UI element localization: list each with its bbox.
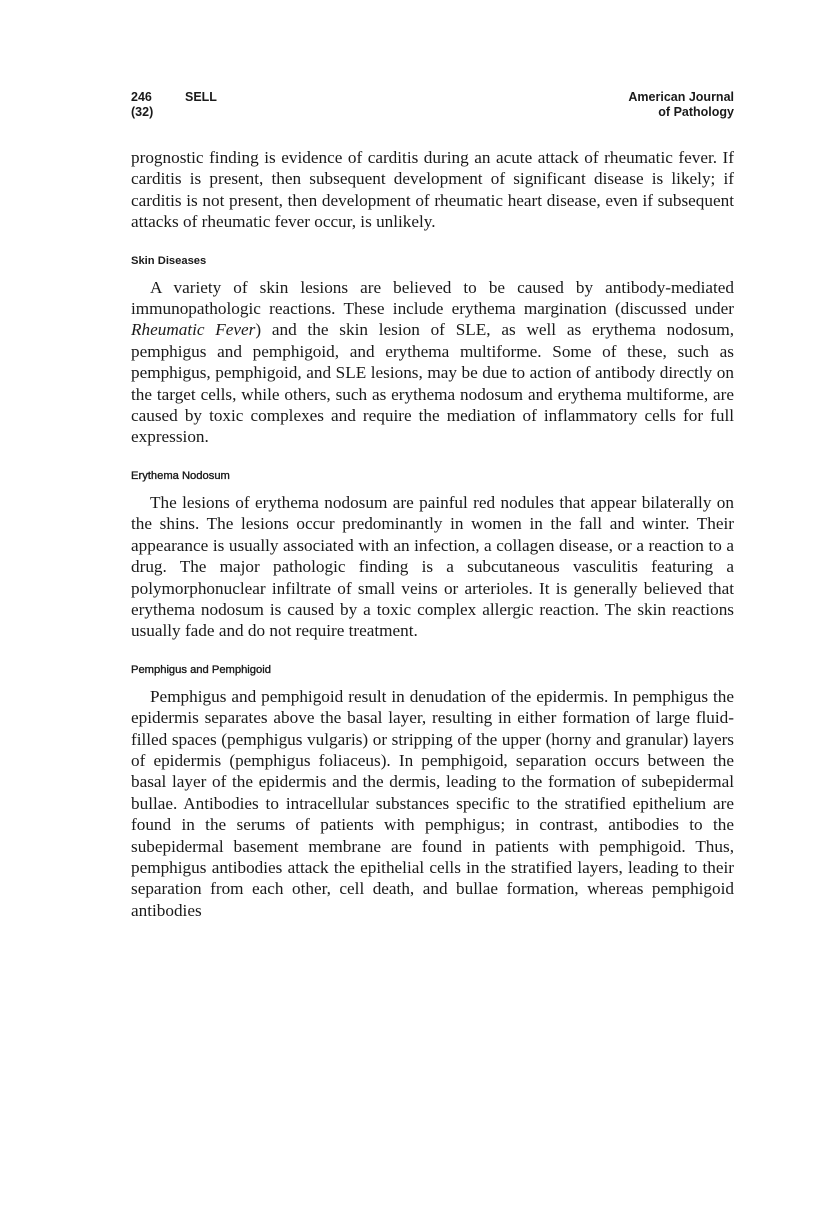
header-left (131, 90, 217, 119)
heading-pemphigus-pemphigoid: Pemphigus and Pemphigoid (131, 663, 271, 676)
paragraph-skin-lesions-part1: A variety of skin lesions are believed to be caused by antibody-mediated immunopathologic reactions. These include erythema margination (discussed under (131, 277, 734, 319)
page-number-sub: (32) (131, 104, 154, 119)
paragraph-skin-lesions-part2: ) and the skin lesion of SLE, as well as erythema nodosum, pemphigus and pemphigoid, and erythema multiforme. Some of these, such as pemphigus, pemphigoid, and SLE lesions, may be due to action of antibody directly on the target cells, while others, such as erythema nodosum and erythema multiforme, are caused by toxic complexes and require the mediation of inflammatory cells for full expression. (131, 320, 735, 447)
journal-line-1: American Journal (628, 90, 734, 104)
paragraph-carditis: prognostic finding is evidence of carditis during an acute attack of rheumatic fever. If carditis is present, then subsequent development of significant disease is likely; if carditis is not present, then development of rheumatic heart disease, even if subsequent attacks of rheumatic fever occur, is unlikely. (131, 148, 734, 232)
heading-skin-diseases: Skin Diseases (131, 254, 207, 267)
paragraph-erythema-nodosum: The lesions of erythema nodosum are painful red nodules that appear bilaterally on the shins. The lesions occur predominantly in women in the fall and winter. Their appearance is usually associated with an infection, a collagen disease, or a reaction to a drug. The major pathologic finding is a subcutaneous vasculitis featuring a polymorphonuclear infiltrate of small veins or arterioles. It is generally believed that erythema nodosum is caused by a toxic complex allergic reaction. The skin reactions usually fade and do not require treatment. (131, 492, 734, 641)
heading-erythema-nodosum: Erythema Nodosum (131, 469, 230, 482)
article-body (131, 147, 734, 921)
running-header (131, 90, 734, 124)
journal-line-2: of Pathology (658, 104, 734, 119)
journal-title (628, 90, 734, 119)
author-name: SELL (185, 90, 217, 104)
rheumatic-fever-reference: Rheumatic Fever (131, 320, 256, 340)
paragraph-pemphigus: Pemphigus and pemphigoid result in denudation of the epidermis. In pemphigus the epidermis separates above the basal layer, resulting in either formation of large fluid-filled spaces (pemphigus vulgaris) or stripping of the upper (horny and granular) layers of epidermis (pemphigus foliaceus). In pemphigoid, separation occurs between the basal layer of the epidermis and the dermis, leading to the formation of subepidermal bullae. Antibodies to intracellular substances specific to the stratified epithelium are found in the serums of patients with pemphigus; in contrast, antibodies to the subepidermal basement membrane are found in patients with pemphigoid. Thus, pemphigus antibodies attack the epithelial cells in the stratified layers, leading to their separation from each other, cell death, and bullae formation, whereas pemphigoid antibodies (131, 686, 734, 920)
page-number: 246 (131, 90, 152, 104)
paragraph-skin-lesions (131, 277, 734, 448)
